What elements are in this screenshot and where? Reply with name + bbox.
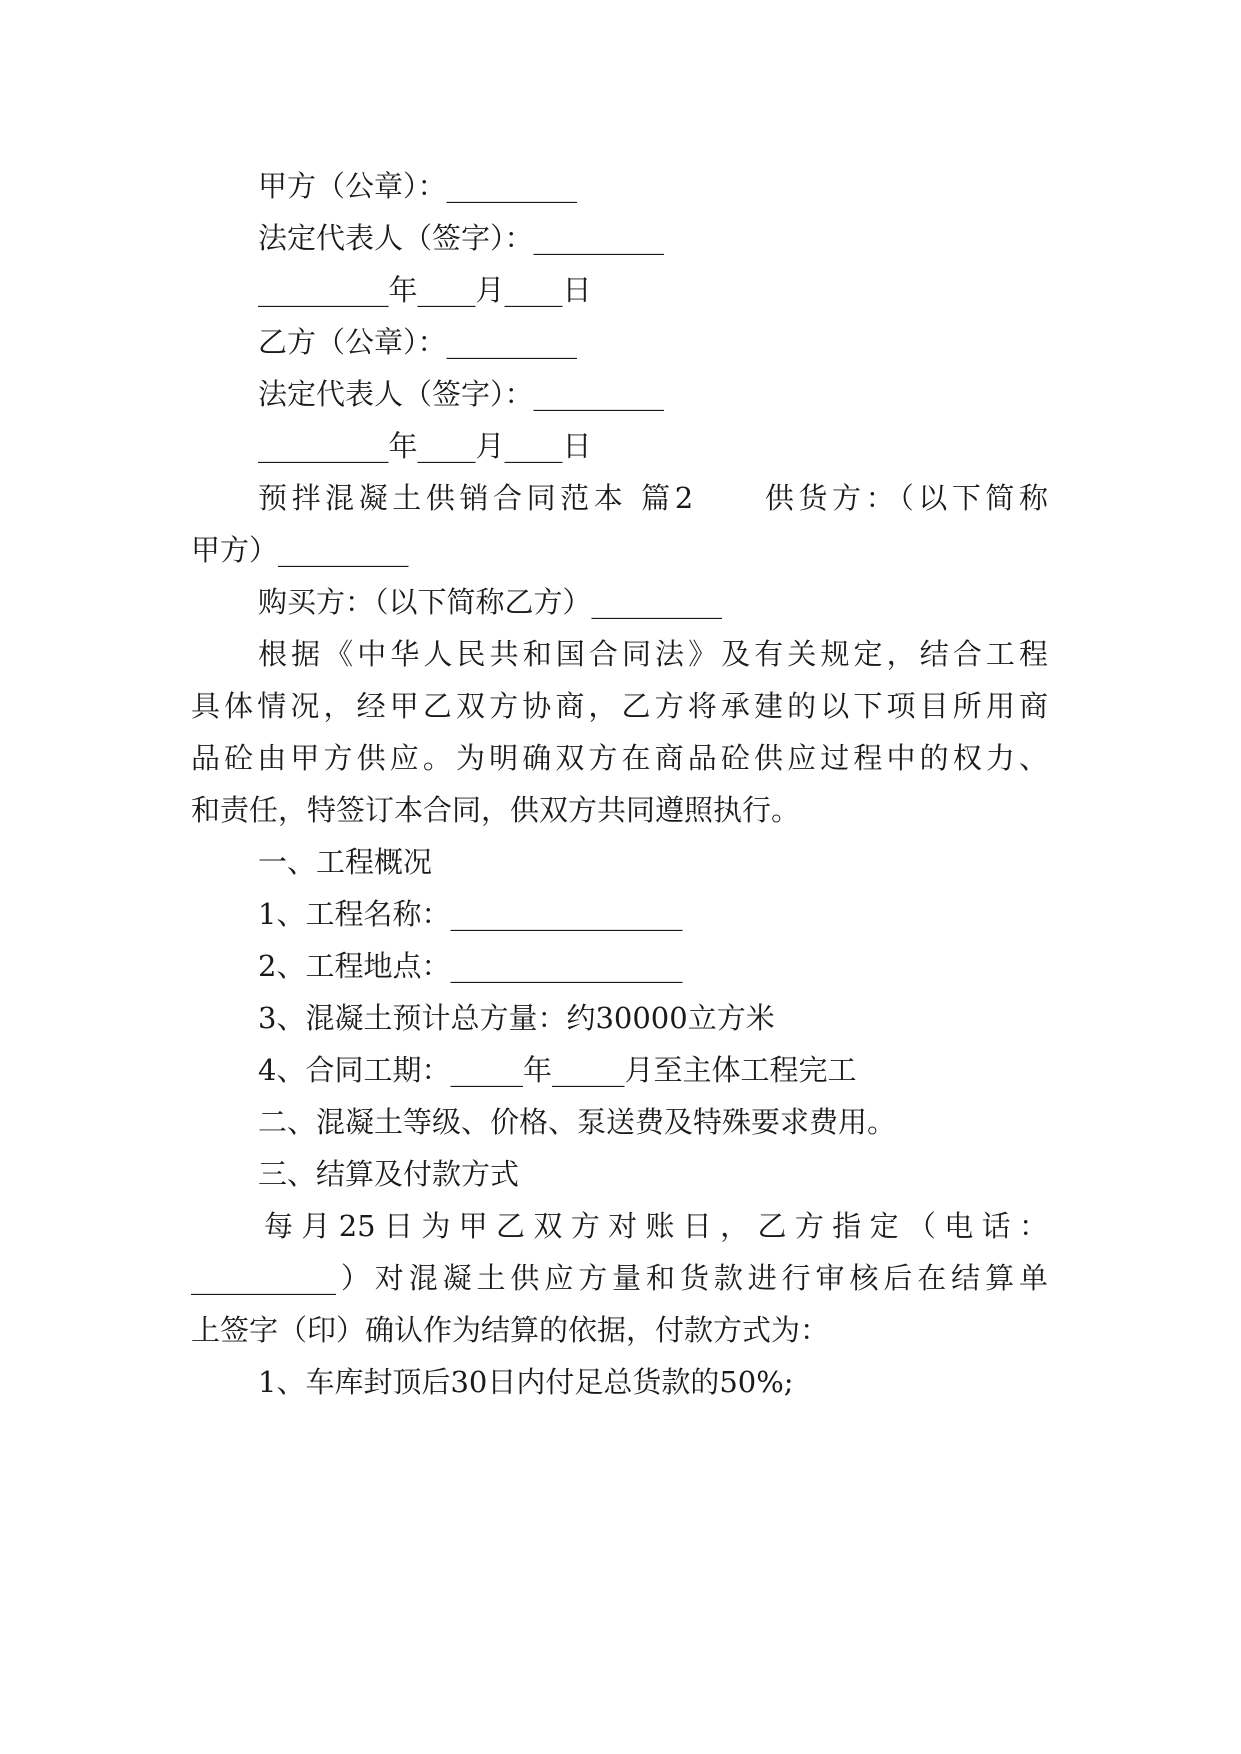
- section-heading: 二、混凝土等级、价格、泵送费及特殊要求费用。: [258, 1105, 897, 1139]
- settlement-paragraph-line: 每月25日为甲乙双方对账日，乙方指定（电话：: [264, 1209, 1048, 1243]
- settlement-paragraph-line: __________）对混凝土供应方量和货款进行审核后在结算单: [191, 1261, 1048, 1295]
- section-heading: 一、工程概况: [258, 845, 433, 879]
- party-a-seal-line: 甲方（公章）：_________: [258, 169, 578, 203]
- party-a-representative-line: 法定代表人（签字）：_________: [258, 221, 665, 255]
- settlement-paragraph-line: 上签字（印）确认作为结算的依据，付款方式为：: [191, 1313, 830, 1347]
- supplier-line: 甲方）_________: [191, 533, 409, 567]
- list-item: 1、车库封顶后30日内付足总货款的50%;: [258, 1365, 794, 1399]
- intro-paragraph-line: 和责任，特签订本合同，供双方共同遵照执行。: [191, 793, 801, 827]
- list-item: 3、混凝土预计总方量：约30000立方米: [258, 1001, 775, 1035]
- party-a-date-line: _________年____月____日: [258, 273, 592, 307]
- section-heading: 三、结算及付款方式: [258, 1157, 520, 1191]
- intro-paragraph-line: 具体情况，经甲乙双方协商，乙方将承建的以下项目所用商: [191, 689, 1048, 723]
- contract-heading-line: 预拌混凝土供销合同范本 篇2 供货方：（以下简称: [258, 481, 1048, 515]
- party-b-representative-line: 法定代表人（签字）：_________: [258, 377, 665, 411]
- party-b-seal-line: 乙方（公章）：_________: [258, 325, 578, 359]
- list-item: 2、工程地点：________________: [258, 949, 683, 983]
- intro-paragraph-line: 根据《中华人民共和国合同法》及有关规定，结合工程: [258, 637, 1048, 671]
- list-item: 4、合同工期：_____年_____月至主体工程完工: [258, 1053, 857, 1087]
- buyer-line: 购买方：（以下简称乙方）_________: [258, 585, 723, 619]
- list-item: 1、工程名称：________________: [258, 897, 683, 931]
- intro-paragraph-line: 品砼由甲方供应。为明确双方在商品砼供应过程中的权力、: [191, 741, 1048, 775]
- party-b-date-line: _________年____月____日: [258, 429, 592, 463]
